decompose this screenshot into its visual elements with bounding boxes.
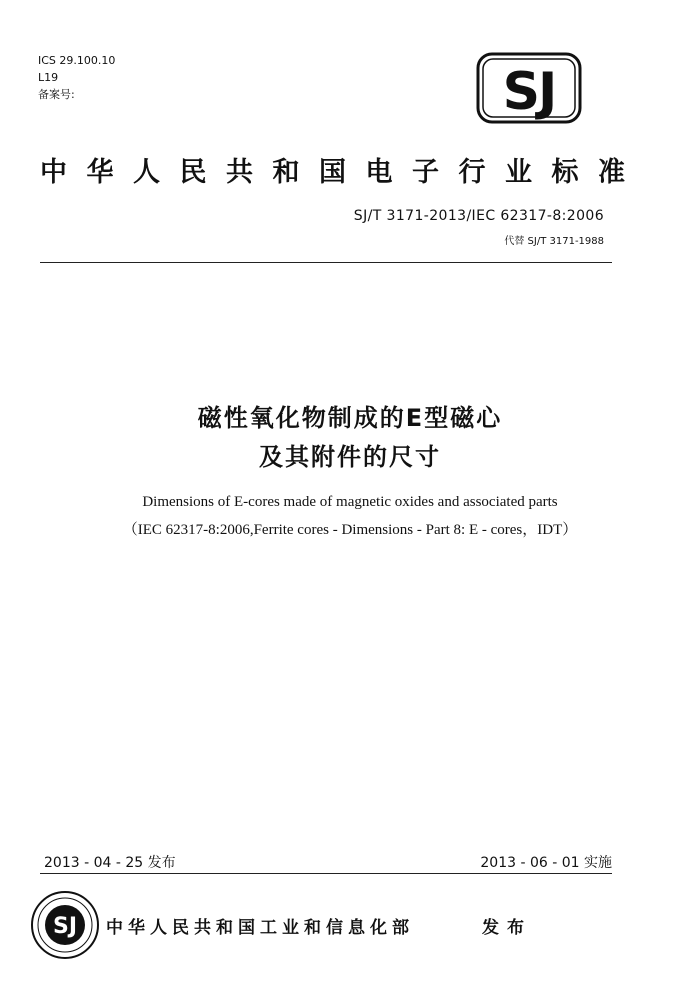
ministry-seal bbox=[30, 890, 100, 960]
logo-text: SJ bbox=[502, 62, 556, 122]
footer-divider bbox=[40, 873, 612, 874]
header-divider bbox=[40, 262, 612, 263]
title-en-line2: （IEC 62317-8:2006,Ferrite cores - Dimensions - Part 8: E - cores，IDT） bbox=[122, 522, 578, 538]
class-code: L19 bbox=[38, 71, 59, 84]
sj-logo bbox=[476, 52, 582, 124]
publish-date: 2013 - 04 - 25 发布 bbox=[44, 855, 176, 871]
replaces-note: 代替 SJ/T 3171-1988 bbox=[504, 236, 604, 247]
ministry-name: 中华人民共和国工业和信息化部 bbox=[106, 918, 414, 938]
effective-date: 2013 - 06 - 01 实施 bbox=[480, 855, 612, 871]
title-cn-line1: 磁性氧化物制成的E型磁心 bbox=[197, 404, 503, 432]
title-en-line1: Dimensions of E-cores made of magnetic oxides and associated parts bbox=[142, 494, 558, 510]
title-cn-line2: 及其附件的尺寸 bbox=[259, 443, 441, 471]
seal-text: SJ bbox=[52, 914, 78, 939]
organization-title: 中华人民共和国电子行业标准 bbox=[40, 157, 645, 188]
ics-code: ICS 29.100.10 bbox=[38, 54, 116, 67]
classification-block bbox=[38, 52, 115, 103]
record-label: 备案号: bbox=[38, 88, 75, 101]
publish-label: 发布 bbox=[482, 918, 532, 938]
standard-number: SJ/T 3171-2013/IEC 62317-8:2006 bbox=[353, 208, 604, 224]
